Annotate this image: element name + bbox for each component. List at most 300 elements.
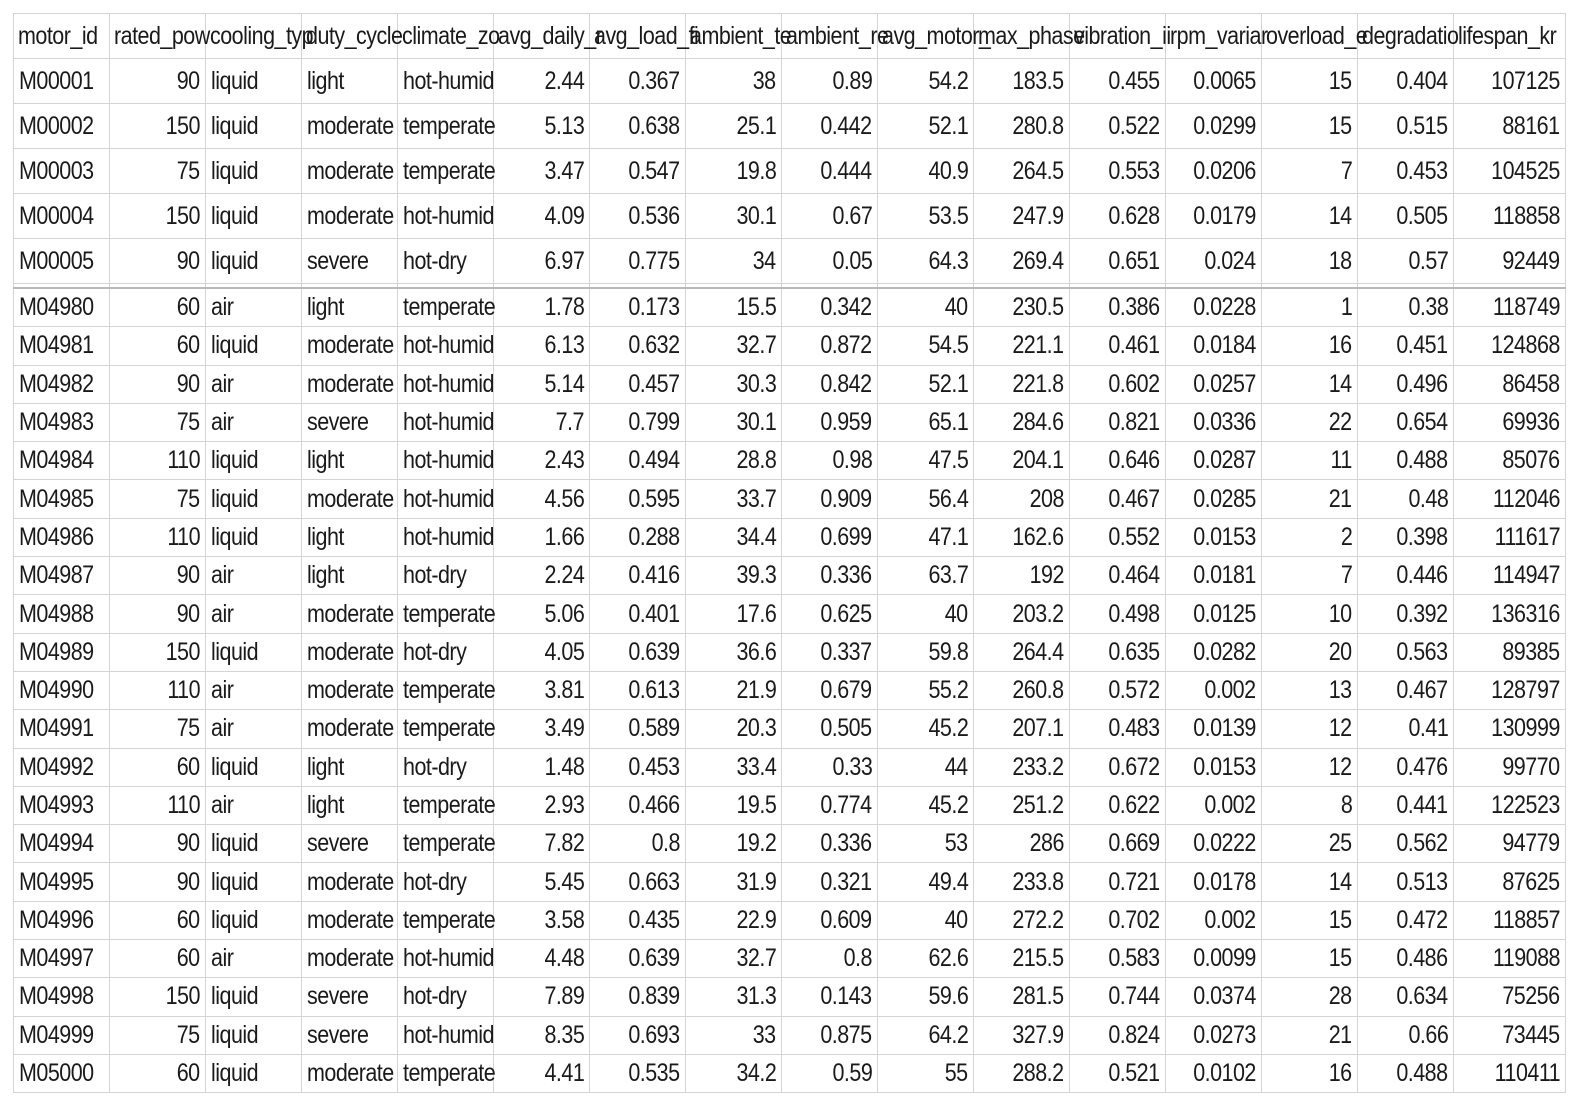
table-cell[interactable] [302,149,398,194]
table-cell[interactable] [1166,442,1262,480]
table-cell[interactable] [302,288,398,327]
table-cell[interactable] [1262,595,1358,633]
table-cell[interactable] [14,518,110,556]
table-cell[interactable] [1358,901,1454,939]
table-cell[interactable] [206,327,302,365]
column-header[interactable] [302,14,403,59]
table-cell[interactable] [206,901,302,939]
table-cell[interactable] [974,671,1070,709]
table-cell[interactable] [1070,104,1166,149]
table-cell[interactable] [1262,1016,1358,1054]
table-cell[interactable] [878,59,974,104]
column-header[interactable] [878,14,991,59]
table-cell[interactable] [1358,940,1454,978]
table-cell[interactable] [686,327,782,365]
table-cell[interactable] [206,480,302,518]
table-cell[interactable] [1262,863,1358,901]
table-cell[interactable] [398,149,494,194]
table-cell[interactable] [1166,825,1262,863]
table-cell[interactable] [1454,365,1566,403]
table-cell[interactable] [302,901,398,939]
table-cell[interactable] [14,863,110,901]
table-cell[interactable] [494,1054,590,1092]
table-cell[interactable] [206,748,302,786]
table-cell[interactable] [878,1054,974,1092]
table-cell[interactable] [878,149,974,194]
table-cell[interactable] [398,1054,494,1092]
table-cell[interactable] [1358,518,1454,556]
table-cell[interactable] [110,825,206,863]
table-cell[interactable] [302,403,398,441]
table-cell[interactable] [398,288,494,327]
table-cell[interactable] [1358,403,1454,441]
table-cell[interactable] [590,59,686,104]
table-cell[interactable] [14,288,110,327]
table-cell[interactable] [1070,518,1166,556]
table-cell[interactable] [1358,710,1454,748]
table-cell[interactable] [782,327,878,365]
table-cell[interactable] [494,518,590,556]
table-cell[interactable] [1358,480,1454,518]
table-cell[interactable] [1070,365,1166,403]
table-cell[interactable] [782,863,878,901]
table-cell[interactable] [974,710,1070,748]
table-cell[interactable] [1070,327,1166,365]
table-cell[interactable] [302,518,398,556]
table-cell[interactable] [590,595,686,633]
table-cell[interactable] [494,194,590,239]
table-cell[interactable] [1166,59,1262,104]
table-cell[interactable] [110,940,206,978]
table-cell[interactable] [1358,863,1454,901]
table-cell[interactable] [782,518,878,556]
table-cell[interactable] [782,288,878,327]
table-cell[interactable] [494,595,590,633]
table-cell[interactable] [974,194,1070,239]
column-header[interactable] [494,14,603,59]
table-cell[interactable] [1262,1054,1358,1092]
table-cell[interactable] [1358,442,1454,480]
table-cell[interactable] [686,671,782,709]
table-cell[interactable] [494,710,590,748]
table-cell[interactable] [302,825,398,863]
table-cell[interactable] [1262,518,1358,556]
table-cell[interactable] [110,403,206,441]
table-cell[interactable] [1166,327,1262,365]
table-cell[interactable] [974,518,1070,556]
table-cell[interactable] [878,518,974,556]
table-cell[interactable] [1454,327,1566,365]
table-cell[interactable] [398,557,494,595]
table-cell[interactable] [974,557,1070,595]
table-cell[interactable] [1454,442,1566,480]
table-cell[interactable] [1358,149,1454,194]
table-cell[interactable] [686,442,782,480]
table-cell[interactable] [1454,557,1566,595]
table-cell[interactable] [1070,149,1166,194]
table-cell[interactable] [1166,403,1262,441]
table-cell[interactable] [1070,595,1166,633]
table-cell[interactable] [782,557,878,595]
table-cell[interactable] [782,940,878,978]
table-cell[interactable] [878,194,974,239]
table-cell[interactable] [590,557,686,595]
table-cell[interactable] [1454,748,1566,786]
table-cell[interactable] [1262,288,1358,327]
table-cell[interactable] [302,104,398,149]
table-cell[interactable] [206,978,302,1016]
table-cell[interactable] [590,825,686,863]
column-header[interactable] [1166,14,1268,59]
table-cell[interactable] [14,403,110,441]
table-cell[interactable] [686,104,782,149]
table-cell[interactable] [110,978,206,1016]
table-cell[interactable] [1070,403,1166,441]
table-cell[interactable] [1070,901,1166,939]
table-cell[interactable] [782,901,878,939]
table-cell[interactable] [494,863,590,901]
table-cell[interactable] [782,480,878,518]
table-cell[interactable] [686,1016,782,1054]
table-cell[interactable] [206,194,302,239]
table-cell[interactable] [1166,940,1262,978]
table-cell[interactable] [206,104,302,149]
table-cell[interactable] [398,786,494,824]
table-cell[interactable] [878,104,974,149]
table-cell[interactable] [686,633,782,671]
table-cell[interactable] [494,940,590,978]
table-cell[interactable] [206,595,302,633]
table-cell[interactable] [302,595,398,633]
table-cell[interactable] [1262,104,1358,149]
table-cell[interactable] [1070,978,1166,1016]
table-cell[interactable] [302,863,398,901]
table-cell[interactable] [590,480,686,518]
table-cell[interactable] [398,633,494,671]
table-cell[interactable] [110,149,206,194]
column-header[interactable] [590,14,699,59]
table-cell[interactable] [206,403,302,441]
table-cell[interactable] [398,901,494,939]
table-cell[interactable] [686,786,782,824]
table-cell[interactable] [590,710,686,748]
table-cell[interactable] [1166,748,1262,786]
table-cell[interactable] [590,194,686,239]
table-cell[interactable] [878,786,974,824]
table-cell[interactable] [494,748,590,786]
table-cell[interactable] [590,327,686,365]
table-cell[interactable] [686,710,782,748]
table-cell[interactable] [974,901,1070,939]
table-cell[interactable] [1454,633,1566,671]
column-header[interactable] [782,14,889,59]
table-cell[interactable] [302,365,398,403]
table-cell[interactable] [590,671,686,709]
table-cell[interactable] [206,710,302,748]
table-cell[interactable] [1358,595,1454,633]
table-cell[interactable] [782,239,878,284]
table-cell[interactable] [590,901,686,939]
table-cell[interactable] [14,786,110,824]
table-cell[interactable] [494,403,590,441]
table-cell[interactable] [302,1016,398,1054]
table-cell[interactable] [110,633,206,671]
table-cell[interactable] [1358,59,1454,104]
table-cell[interactable] [590,104,686,149]
table-cell[interactable] [1166,104,1262,149]
table-cell[interactable] [1070,288,1166,327]
table-cell[interactable] [14,671,110,709]
table-cell[interactable] [302,59,398,104]
table-cell[interactable] [398,59,494,104]
table-cell[interactable] [878,940,974,978]
column-header[interactable] [398,14,500,59]
table-cell[interactable] [878,710,974,748]
table-cell[interactable] [878,748,974,786]
table-cell[interactable] [974,288,1070,327]
table-cell[interactable] [1358,671,1454,709]
table-cell[interactable] [302,940,398,978]
table-cell[interactable] [110,104,206,149]
table-cell[interactable] [14,595,110,633]
table-cell[interactable] [974,748,1070,786]
table-cell[interactable] [206,557,302,595]
table-cell[interactable] [110,194,206,239]
table-cell[interactable] [1358,1016,1454,1054]
table-cell[interactable] [1262,59,1358,104]
table-cell[interactable] [974,1016,1070,1054]
table-cell[interactable] [1454,59,1566,104]
table-cell[interactable] [686,557,782,595]
table-cell[interactable] [782,403,878,441]
table-cell[interactable] [974,442,1070,480]
table-cell[interactable] [1070,59,1166,104]
table-cell[interactable] [206,671,302,709]
table-cell[interactable] [398,940,494,978]
table-cell[interactable] [878,901,974,939]
table-cell[interactable] [782,710,878,748]
table-cell[interactable] [1358,1054,1454,1092]
table-cell[interactable] [974,480,1070,518]
table-cell[interactable] [1166,557,1262,595]
table-cell[interactable] [398,710,494,748]
table-cell[interactable] [878,595,974,633]
table-cell[interactable] [494,978,590,1016]
table-cell[interactable] [1358,557,1454,595]
table-cell[interactable] [686,403,782,441]
table-cell[interactable] [1454,288,1566,327]
table-cell[interactable] [974,595,1070,633]
table-cell[interactable] [398,403,494,441]
table-cell[interactable] [398,442,494,480]
table-cell[interactable] [974,825,1070,863]
table-cell[interactable] [782,194,878,239]
table-cell[interactable] [1262,365,1358,403]
table-cell[interactable] [206,288,302,327]
table-cell[interactable] [206,518,302,556]
table-cell[interactable] [1166,633,1262,671]
table-cell[interactable] [974,403,1070,441]
table-cell[interactable] [1070,786,1166,824]
table-cell[interactable] [302,442,398,480]
table-cell[interactable] [1454,104,1566,149]
table-cell[interactable] [14,557,110,595]
table-cell[interactable] [494,786,590,824]
table-cell[interactable] [1454,595,1566,633]
table-cell[interactable] [206,239,302,284]
table-cell[interactable] [14,1016,110,1054]
table-cell[interactable] [1454,978,1566,1016]
table-cell[interactable] [110,442,206,480]
table-cell[interactable] [1454,940,1566,978]
column-header[interactable] [1262,14,1368,59]
table-cell[interactable] [494,557,590,595]
table-cell[interactable] [494,327,590,365]
table-cell[interactable] [398,104,494,149]
column-header[interactable] [14,14,110,59]
table-cell[interactable] [1262,194,1358,239]
table-cell[interactable] [14,194,110,239]
table-cell[interactable] [1070,671,1166,709]
table-cell[interactable] [1262,633,1358,671]
table-cell[interactable] [110,365,206,403]
table-cell[interactable] [590,1054,686,1092]
table-cell[interactable] [14,365,110,403]
table-cell[interactable] [110,288,206,327]
table-cell[interactable] [590,863,686,901]
table-cell[interactable] [14,748,110,786]
table-cell[interactable] [782,1016,878,1054]
table-cell[interactable] [398,978,494,1016]
table-cell[interactable] [1166,288,1262,327]
table-cell[interactable] [1070,194,1166,239]
table-cell[interactable] [1262,327,1358,365]
table-cell[interactable] [398,239,494,284]
table-cell[interactable] [878,327,974,365]
table-cell[interactable] [398,194,494,239]
table-cell[interactable] [110,239,206,284]
table-cell[interactable] [494,288,590,327]
table-cell[interactable] [302,633,398,671]
table-cell[interactable] [14,978,110,1016]
table-cell[interactable] [1262,901,1358,939]
table-cell[interactable] [14,710,110,748]
table-cell[interactable] [1262,403,1358,441]
table-cell[interactable] [1262,442,1358,480]
table-cell[interactable] [1358,327,1454,365]
table-cell[interactable] [686,59,782,104]
table-cell[interactable] [878,825,974,863]
table-cell[interactable] [206,1016,302,1054]
table-cell[interactable] [1454,239,1566,284]
table-cell[interactable] [686,480,782,518]
table-cell[interactable] [1070,239,1166,284]
column-header[interactable] [686,14,792,59]
table-cell[interactable] [398,748,494,786]
table-cell[interactable] [782,442,878,480]
table-cell[interactable] [782,671,878,709]
table-cell[interactable] [1454,901,1566,939]
table-cell[interactable] [206,442,302,480]
table-cell[interactable] [590,239,686,284]
table-cell[interactable] [1358,104,1454,149]
table-cell[interactable] [14,327,110,365]
table-cell[interactable] [1166,901,1262,939]
table-cell[interactable] [1454,149,1566,194]
table-cell[interactable] [302,194,398,239]
table-cell[interactable] [206,786,302,824]
table-cell[interactable] [110,863,206,901]
table-cell[interactable] [206,1054,302,1092]
table-cell[interactable] [206,149,302,194]
table-cell[interactable] [590,365,686,403]
table-cell[interactable] [110,59,206,104]
table-cell[interactable] [494,825,590,863]
table-cell[interactable] [1454,671,1566,709]
table-cell[interactable] [1166,239,1262,284]
table-cell[interactable] [686,194,782,239]
table-cell[interactable] [974,786,1070,824]
table-cell[interactable] [782,595,878,633]
table-cell[interactable] [1262,557,1358,595]
table-cell[interactable] [206,365,302,403]
table-cell[interactable] [1262,149,1358,194]
table-cell[interactable] [110,1016,206,1054]
table-cell[interactable] [110,557,206,595]
table-cell[interactable] [1166,671,1262,709]
table-cell[interactable] [1454,863,1566,901]
table-cell[interactable] [1070,1054,1166,1092]
table-cell[interactable] [1070,557,1166,595]
table-cell[interactable] [206,863,302,901]
table-cell[interactable] [494,633,590,671]
table-cell[interactable] [590,633,686,671]
table-cell[interactable] [302,786,398,824]
table-cell[interactable] [1166,786,1262,824]
table-cell[interactable] [782,978,878,1016]
table-cell[interactable] [1358,978,1454,1016]
table-cell[interactable] [110,327,206,365]
table-cell[interactable] [686,1054,782,1092]
table-cell[interactable] [398,825,494,863]
table-cell[interactable] [1454,710,1566,748]
table-cell[interactable] [14,480,110,518]
table-cell[interactable] [1262,480,1358,518]
table-cell[interactable] [494,1016,590,1054]
table-cell[interactable] [1358,239,1454,284]
table-cell[interactable] [494,239,590,284]
table-cell[interactable] [398,671,494,709]
table-cell[interactable] [206,59,302,104]
table-cell[interactable] [1358,825,1454,863]
table-cell[interactable] [1166,978,1262,1016]
table-cell[interactable] [494,480,590,518]
table-cell[interactable] [782,104,878,149]
table-cell[interactable] [1262,940,1358,978]
table-cell[interactable] [590,748,686,786]
table-cell[interactable] [110,595,206,633]
table-cell[interactable] [1166,365,1262,403]
table-cell[interactable] [14,901,110,939]
table-cell[interactable] [686,940,782,978]
table-cell[interactable] [14,104,110,149]
table-cell[interactable] [1262,825,1358,863]
table-cell[interactable] [782,365,878,403]
table-cell[interactable] [974,104,1070,149]
table-cell[interactable] [1166,518,1262,556]
table-cell[interactable] [494,901,590,939]
table-cell[interactable] [1358,786,1454,824]
